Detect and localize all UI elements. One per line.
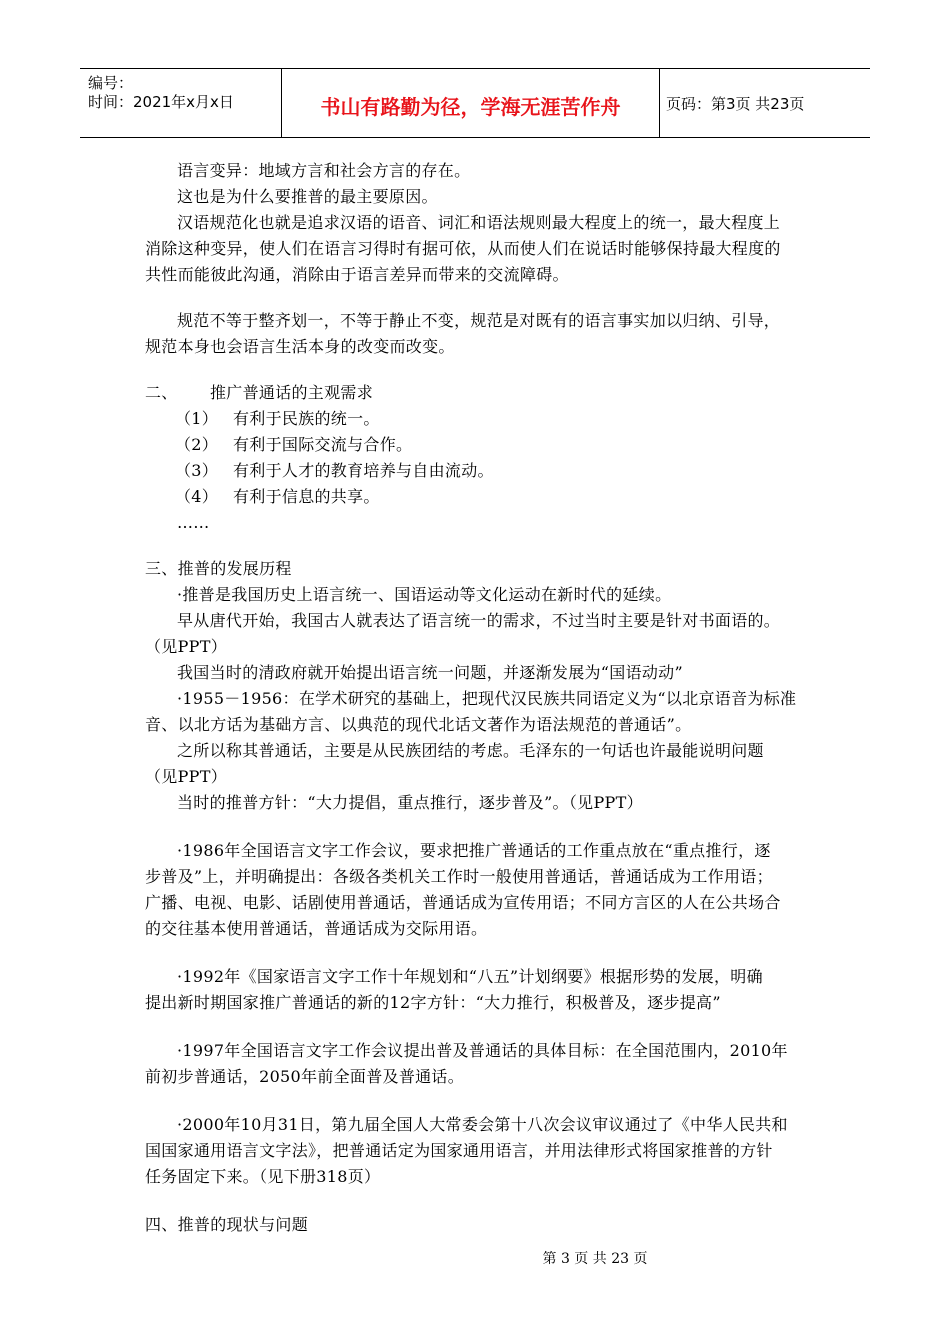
paragraph-line: ·1986年全国语言文字工作会议，要求把推广普通话的工作重点放在“重点推行，逐 xyxy=(177,841,771,860)
paragraph-line: 消除这种变异，使人们在语言习得时有据可依，从而使人们在说话时能够保持最大程度的 xyxy=(145,239,781,258)
paragraph-line: 规范本身也会语言生活本身的改变而改变。 xyxy=(145,337,455,356)
list-item xyxy=(145,432,807,458)
paragraph-line: ·1997年全国语言文字工作会议提出普及普通话的具体目标：在全国范围内，2010年 xyxy=(177,1041,788,1060)
list-item-text: 有利于民族的统一。 xyxy=(233,409,380,428)
paragraph-line: 提出新时期国家推广普通话的新的12字方针：“大力推行，积极普及，逐步提高” xyxy=(145,993,721,1012)
paragraph-line: 语言变异：地域方言和社会方言的存在。 xyxy=(177,161,471,180)
paragraph-line: ·推普是我国历史上语言统一、国语运动等文化运动在新时代的延续。 xyxy=(177,585,672,604)
paragraph-line: 规范不等于整齐划一，不等于静止不变，规范是对既有的语言事实加以归纳、引导， xyxy=(177,311,781,330)
paragraph-line: 我国当时的清政府就开始提出语言统一问题，并逐渐发展为“国语动动” xyxy=(177,663,683,682)
page-header xyxy=(80,68,870,138)
paragraph-line: （见PPT） xyxy=(145,637,228,656)
section-number: 二、 xyxy=(145,383,178,402)
list-item xyxy=(145,484,807,510)
document-number-label: 编号： xyxy=(88,74,134,92)
list-item xyxy=(145,406,807,432)
paragraph-line: ·1992年《国家语言文字工作十年规划和“八五”计划纲要》根据形势的发展，明确 xyxy=(177,967,763,986)
section-heading-3: 三、推普的发展历程 xyxy=(145,559,292,578)
header-motto-cell xyxy=(282,69,660,137)
paragraph-line: ·2000年10月31日，第九届全国人大常委会第十八次会议审议通过了《中华人民共和 xyxy=(177,1115,788,1134)
paragraph-line: 任务固定下来。（见下册318页） xyxy=(145,1167,381,1186)
header-motto: 书山有路勤为径，学海无涯苦作舟 xyxy=(320,95,621,119)
page-footer: 第 3 页 共 23 页 xyxy=(542,1251,648,1267)
list-item xyxy=(145,458,807,484)
paragraph-line: 的交往基本使用普通话，普通话成为交际用语。 xyxy=(145,919,488,938)
document-body xyxy=(145,158,807,1238)
paragraph-line: 早从唐代开始，我国古人就表达了语言统一的需求，不过当时主要是针对书面语的。 xyxy=(177,611,781,630)
paragraph-line: 国国家通用语言文字法》，把普通话定为国家通用语言，并用法律形式将国家推普的方针 xyxy=(145,1141,773,1160)
list-item-index: （1） xyxy=(175,409,219,428)
document-date-label: 时间：2021年x月x日 xyxy=(88,93,234,111)
paragraph-line: 之所以称其普通话，主要是从民族团结的考虑。毛泽东的一句话也许最能说明问题 xyxy=(177,741,764,760)
list-item-text: 有利于人才的教育培养与自由流动。 xyxy=(233,461,494,480)
section-heading-4: 四、推普的现状与问题 xyxy=(145,1215,309,1234)
paragraph-line: 共性而能彼此沟通，消除由于语言差异而带来的交流障碍。 xyxy=(145,265,569,284)
paragraph-line: ·1955－1956：在学术研究的基础上，把现代汉民族共同语定义为“以北京语音为标准 xyxy=(177,689,797,708)
paragraph-line: 广播、电视、电影、话剧使用普通话，普通话成为宣传用语；不同方言区的人在公共场合 xyxy=(145,893,781,912)
header-page-info: 页码：第3页 共23页 xyxy=(666,95,805,113)
paragraph-line: 前初步普通话，2050年前全面普及普通话。 xyxy=(145,1067,465,1086)
paragraph-line: 这也是为什么要推普的最主要原因。 xyxy=(177,187,438,206)
paragraph-line: 汉语规范化也就是追求汉语的语音、词汇和语法规则最大程度上的统一，最大程度上 xyxy=(177,213,781,232)
header-page-cell xyxy=(660,69,870,137)
list-item-text: 有利于国际交流与合作。 xyxy=(233,435,413,454)
paragraph-line: 当时的推普方针：“大力提倡，重点推行，逐步普及”。（见PPT） xyxy=(177,793,643,812)
paragraph-line: 音、以北方话为基础方言、以典范的现代北话文著作为语法规范的普通话”。 xyxy=(145,715,692,734)
paragraph-line: 步普及”上，并明确提出：各级各类机关工作时一般使用普通话，普通话成为工作用语； xyxy=(145,867,773,886)
paragraph-line: （见PPT） xyxy=(145,767,228,786)
list-item-text: 有利于信息的共享。 xyxy=(233,487,380,506)
list-item-index: （3） xyxy=(175,461,219,480)
list-item-index: （4） xyxy=(175,487,219,506)
ellipsis-line: …… xyxy=(177,513,210,532)
section-heading-2 xyxy=(145,380,807,406)
section-title: 推广普通话的主观需求 xyxy=(210,383,374,402)
list-item-index: （2） xyxy=(175,435,219,454)
header-info-cell xyxy=(80,69,282,137)
